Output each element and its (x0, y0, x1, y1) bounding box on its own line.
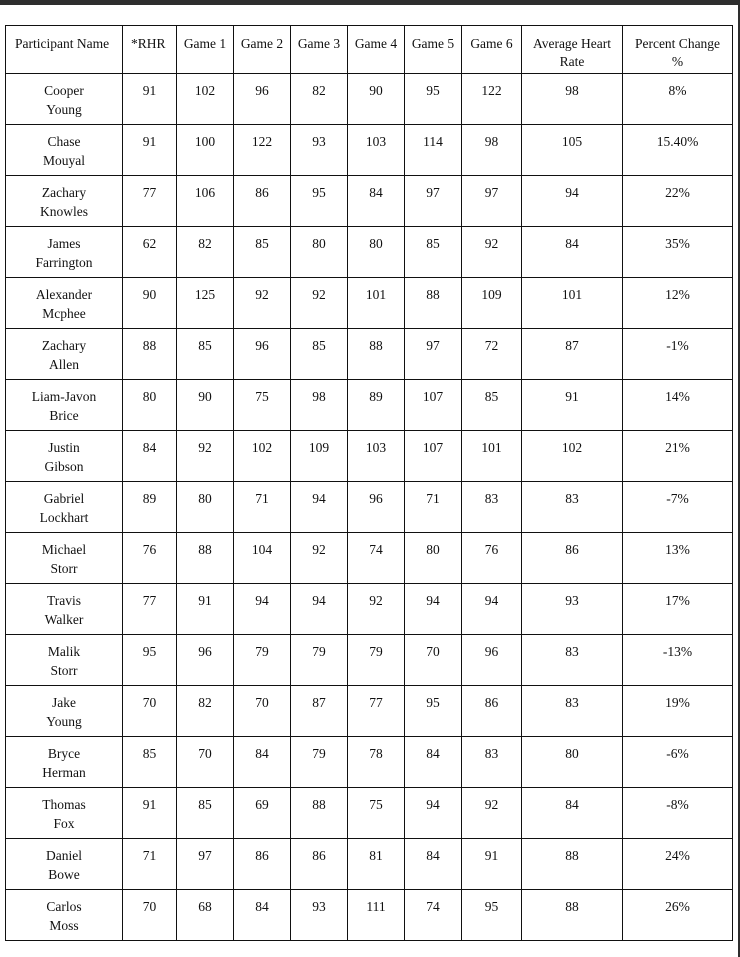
percent-change-cell: 21% (623, 431, 733, 482)
percent-change-cell: 15.40% (623, 125, 733, 176)
game-5-cell: 114 (405, 125, 462, 176)
table-row (6, 890, 733, 941)
rhr-cell: 88 (123, 329, 177, 380)
average-heart-rate-cell: 83 (522, 686, 623, 737)
percent-change-cell: -6% (623, 737, 733, 788)
game-3-cell: 79 (291, 737, 348, 788)
game-4-cell: 77 (348, 686, 405, 737)
game-3-cell: 85 (291, 329, 348, 380)
game-6-cell: 95 (462, 890, 522, 941)
participant-name-cell (6, 533, 123, 584)
game-2-cell: 104 (234, 533, 291, 584)
game-6-cell: 83 (462, 737, 522, 788)
header-percent-change: Percent Change % (623, 26, 733, 74)
game-3-cell: 92 (291, 278, 348, 329)
header-participant-name: Participant Name (6, 26, 123, 74)
participant-last-name: Mouyal (43, 152, 85, 168)
header-game-5: Game 5 (405, 26, 462, 74)
game-2-cell: 70 (234, 686, 291, 737)
average-heart-rate-cell: 101 (522, 278, 623, 329)
game-4-cell: 84 (348, 176, 405, 227)
game-5-cell: 84 (405, 737, 462, 788)
participant-last-name: Young (46, 713, 82, 729)
game-2-cell: 102 (234, 431, 291, 482)
game-5-cell: 71 (405, 482, 462, 533)
game-1-cell: 90 (177, 380, 234, 431)
game-2-cell: 79 (234, 635, 291, 686)
game-2-cell: 92 (234, 278, 291, 329)
game-4-cell: 96 (348, 482, 405, 533)
table-body (6, 74, 733, 941)
average-heart-rate-cell: 83 (522, 635, 623, 686)
game-1-cell: 88 (177, 533, 234, 584)
game-1-cell: 70 (177, 737, 234, 788)
game-6-cell: 97 (462, 176, 522, 227)
game-5-cell: 107 (405, 431, 462, 482)
game-4-cell: 74 (348, 533, 405, 584)
game-6-cell: 109 (462, 278, 522, 329)
game-5-cell: 107 (405, 380, 462, 431)
game-3-cell: 86 (291, 839, 348, 890)
rhr-cell: 91 (123, 74, 177, 125)
header-average-heart-rate: Average Heart Rate (522, 26, 623, 74)
table-row (6, 74, 733, 125)
participant-last-name: Walker (44, 611, 84, 627)
game-1-cell: 102 (177, 74, 234, 125)
table-row (6, 278, 733, 329)
participant-last-name: Moss (49, 917, 79, 933)
table-row (6, 839, 733, 890)
game-5-cell: 94 (405, 584, 462, 635)
game-3-cell: 93 (291, 125, 348, 176)
header-row (6, 26, 733, 74)
game-6-cell: 122 (462, 74, 522, 125)
rhr-cell: 85 (123, 737, 177, 788)
game-6-cell: 86 (462, 686, 522, 737)
average-heart-rate-cell: 88 (522, 890, 623, 941)
game-4-cell: 75 (348, 788, 405, 839)
table-row (6, 380, 733, 431)
game-4-cell: 81 (348, 839, 405, 890)
header-game-1: Game 1 (177, 26, 234, 74)
rhr-cell: 84 (123, 431, 177, 482)
game-5-cell: 97 (405, 329, 462, 380)
game-4-cell: 78 (348, 737, 405, 788)
game-6-cell: 96 (462, 635, 522, 686)
game-4-cell: 88 (348, 329, 405, 380)
participant-name-cell (6, 584, 123, 635)
game-2-cell: 84 (234, 890, 291, 941)
participant-first-name: Malik (47, 644, 81, 659)
game-4-cell: 111 (348, 890, 405, 941)
participant-first-name: Chase (47, 134, 81, 149)
percent-change-cell: 24% (623, 839, 733, 890)
table-row (6, 686, 733, 737)
rhr-cell: 90 (123, 278, 177, 329)
average-heart-rate-cell: 93 (522, 584, 623, 635)
game-3-cell: 82 (291, 74, 348, 125)
percent-change-cell: 14% (623, 380, 733, 431)
game-5-cell: 97 (405, 176, 462, 227)
header-game-3: Game 3 (291, 26, 348, 74)
participant-name-cell (6, 380, 123, 431)
rhr-cell: 70 (123, 890, 177, 941)
participant-name-cell (6, 431, 123, 482)
participant-first-name: Daniel (46, 848, 82, 863)
participant-first-name: Cooper (44, 83, 84, 98)
game-2-cell: 94 (234, 584, 291, 635)
rhr-cell: 70 (123, 686, 177, 737)
game-1-cell: 106 (177, 176, 234, 227)
game-2-cell: 75 (234, 380, 291, 431)
game-5-cell: 95 (405, 686, 462, 737)
participant-last-name: Young (46, 101, 82, 117)
participant-first-name: James (47, 236, 81, 251)
game-3-cell: 92 (291, 533, 348, 584)
average-heart-rate-cell: 83 (522, 482, 623, 533)
game-2-cell: 84 (234, 737, 291, 788)
game-3-cell: 94 (291, 584, 348, 635)
game-3-cell: 88 (291, 788, 348, 839)
game-1-cell: 85 (177, 329, 234, 380)
participant-last-name: Bowe (48, 866, 80, 882)
game-4-cell: 92 (348, 584, 405, 635)
game-6-cell: 85 (462, 380, 522, 431)
participant-first-name: Liam-Javon (31, 389, 97, 404)
game-2-cell: 69 (234, 788, 291, 839)
participant-first-name: Jake (52, 695, 76, 710)
average-heart-rate-cell: 84 (522, 227, 623, 278)
game-4-cell: 90 (348, 74, 405, 125)
game-1-cell: 80 (177, 482, 234, 533)
participant-name-cell (6, 686, 123, 737)
game-4-cell: 103 (348, 431, 405, 482)
game-1-cell: 125 (177, 278, 234, 329)
rhr-cell: 91 (123, 125, 177, 176)
percent-change-cell: 35% (623, 227, 733, 278)
table-row (6, 635, 733, 686)
average-heart-rate-cell: 105 (522, 125, 623, 176)
participant-name-cell (6, 788, 123, 839)
game-2-cell: 96 (234, 74, 291, 125)
table-row (6, 788, 733, 839)
table-row (6, 533, 733, 584)
average-heart-rate-cell: 86 (522, 533, 623, 584)
average-heart-rate-cell: 91 (522, 380, 623, 431)
participant-last-name: Mcphee (42, 305, 86, 321)
game-3-cell: 109 (291, 431, 348, 482)
game-6-cell: 72 (462, 329, 522, 380)
game-3-cell: 94 (291, 482, 348, 533)
participant-first-name: Gabriel (43, 491, 85, 506)
percent-change-cell: 17% (623, 584, 733, 635)
game-6-cell: 98 (462, 125, 522, 176)
rhr-cell: 89 (123, 482, 177, 533)
participant-last-name: Knowles (40, 203, 88, 219)
average-heart-rate-cell: 88 (522, 839, 623, 890)
participant-first-name: Zachary (41, 338, 87, 353)
rhr-cell: 80 (123, 380, 177, 431)
game-6-cell: 91 (462, 839, 522, 890)
participant-name-cell (6, 839, 123, 890)
game-6-cell: 92 (462, 227, 522, 278)
table-row (6, 431, 733, 482)
document-page (0, 5, 738, 957)
rhr-cell: 76 (123, 533, 177, 584)
rhr-cell: 71 (123, 839, 177, 890)
game-1-cell: 91 (177, 584, 234, 635)
participant-last-name: Brice (49, 407, 79, 423)
percent-change-cell: -7% (623, 482, 733, 533)
participant-first-name: Carlos (46, 899, 82, 914)
game-4-cell: 101 (348, 278, 405, 329)
percent-change-cell: 22% (623, 176, 733, 227)
game-2-cell: 122 (234, 125, 291, 176)
percent-change-cell: 13% (623, 533, 733, 584)
percent-change-cell: -13% (623, 635, 733, 686)
game-1-cell: 96 (177, 635, 234, 686)
table-row (6, 125, 733, 176)
game-6-cell: 101 (462, 431, 522, 482)
percent-change-cell: 12% (623, 278, 733, 329)
table-row (6, 584, 733, 635)
participant-last-name: Herman (42, 764, 86, 780)
header-game-2: Game 2 (234, 26, 291, 74)
participant-name-cell (6, 74, 123, 125)
participant-name-cell (6, 890, 123, 941)
rhr-cell: 62 (123, 227, 177, 278)
table-row (6, 482, 733, 533)
game-1-cell: 82 (177, 227, 234, 278)
game-2-cell: 85 (234, 227, 291, 278)
average-heart-rate-cell: 102 (522, 431, 623, 482)
game-3-cell: 79 (291, 635, 348, 686)
game-5-cell: 85 (405, 227, 462, 278)
game-6-cell: 94 (462, 584, 522, 635)
participant-first-name: Justin (48, 440, 80, 455)
average-heart-rate-cell: 94 (522, 176, 623, 227)
game-4-cell: 79 (348, 635, 405, 686)
game-3-cell: 87 (291, 686, 348, 737)
table-row (6, 227, 733, 278)
participant-first-name: Alexander (35, 287, 93, 302)
game-5-cell: 74 (405, 890, 462, 941)
game-5-cell: 84 (405, 839, 462, 890)
heart-rate-table (5, 25, 733, 941)
game-1-cell: 68 (177, 890, 234, 941)
participant-last-name: Allen (49, 356, 79, 372)
participant-first-name: Michael (41, 542, 87, 557)
participant-name-cell (6, 737, 123, 788)
participant-name-cell (6, 227, 123, 278)
percent-change-cell: -1% (623, 329, 733, 380)
rhr-cell: 77 (123, 176, 177, 227)
participant-name-cell (6, 278, 123, 329)
participant-last-name: Fox (53, 815, 75, 831)
table-row (6, 737, 733, 788)
rhr-cell: 95 (123, 635, 177, 686)
game-5-cell: 88 (405, 278, 462, 329)
game-6-cell: 92 (462, 788, 522, 839)
participant-first-name: Bryce (47, 746, 81, 761)
header-rhr: *RHR (123, 26, 177, 74)
game-4-cell: 80 (348, 227, 405, 278)
participant-last-name: Storr (50, 560, 78, 576)
game-3-cell: 80 (291, 227, 348, 278)
participant-last-name: Lockhart (39, 509, 89, 525)
game-1-cell: 85 (177, 788, 234, 839)
rhr-cell: 77 (123, 584, 177, 635)
participant-name-cell (6, 125, 123, 176)
participant-first-name: Thomas (42, 797, 86, 812)
game-4-cell: 89 (348, 380, 405, 431)
game-5-cell: 80 (405, 533, 462, 584)
participant-last-name: Gibson (44, 458, 84, 474)
rhr-cell: 91 (123, 788, 177, 839)
game-2-cell: 96 (234, 329, 291, 380)
participant-name-cell (6, 329, 123, 380)
percent-change-cell: 19% (623, 686, 733, 737)
percent-change-cell: -8% (623, 788, 733, 839)
participant-last-name: Storr (50, 662, 78, 678)
game-1-cell: 100 (177, 125, 234, 176)
participant-name-cell (6, 176, 123, 227)
participant-first-name: Zachary (41, 185, 87, 200)
participant-name-cell (6, 482, 123, 533)
average-heart-rate-cell: 98 (522, 74, 623, 125)
game-6-cell: 83 (462, 482, 522, 533)
game-1-cell: 97 (177, 839, 234, 890)
table-row (6, 329, 733, 380)
game-2-cell: 71 (234, 482, 291, 533)
game-3-cell: 93 (291, 890, 348, 941)
participant-first-name: Travis (46, 593, 81, 608)
header-game-4: Game 4 (348, 26, 405, 74)
game-5-cell: 94 (405, 788, 462, 839)
percent-change-cell: 8% (623, 74, 733, 125)
game-3-cell: 98 (291, 380, 348, 431)
game-1-cell: 82 (177, 686, 234, 737)
average-heart-rate-cell: 80 (522, 737, 623, 788)
participant-last-name: Farrington (35, 254, 93, 270)
game-1-cell: 92 (177, 431, 234, 482)
game-2-cell: 86 (234, 176, 291, 227)
game-5-cell: 70 (405, 635, 462, 686)
table-row (6, 176, 733, 227)
game-5-cell: 95 (405, 74, 462, 125)
percent-change-cell: 26% (623, 890, 733, 941)
game-6-cell: 76 (462, 533, 522, 584)
average-heart-rate-cell: 84 (522, 788, 623, 839)
header-game-6: Game 6 (462, 26, 522, 74)
game-4-cell: 103 (348, 125, 405, 176)
participant-name-cell (6, 635, 123, 686)
game-3-cell: 95 (291, 176, 348, 227)
game-2-cell: 86 (234, 839, 291, 890)
average-heart-rate-cell: 87 (522, 329, 623, 380)
